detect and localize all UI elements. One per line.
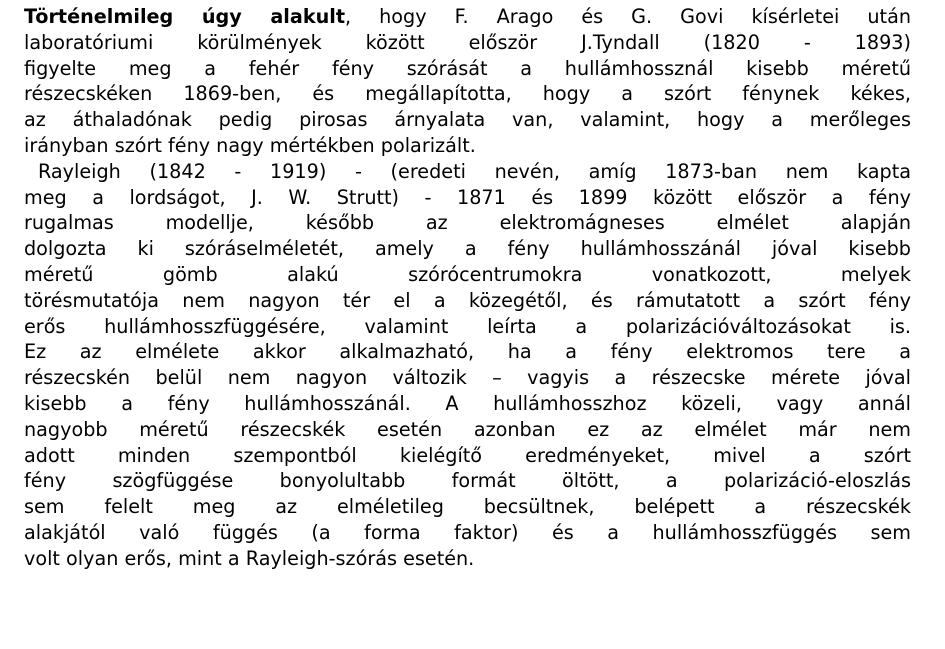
paragraph-1-line-6: irányban szórt fény nagy mértékben polarizált. xyxy=(24,133,476,157)
paragraph-1-line-4: részecskéken 1869-ben, és megállapította, hogy a szórt fénynek kékes, xyxy=(24,82,911,106)
paragraph-2-line-5: méretű gömb alakú szórócentrumokra vonatkozott, melyek xyxy=(24,262,911,286)
paragraph-1 xyxy=(24,4,911,159)
lead-phrase: Történelmileg úgy alakult xyxy=(24,5,345,28)
paragraph-2-line-1: Rayleigh (1842 - 1919) - (eredeti nevén, amíg 1873-ban nem kapta xyxy=(38,159,911,183)
paragraph-2-line-6: törésmutatója nem nagyon tér el a közegétől, és rámutatott a szórt fény xyxy=(24,288,911,312)
paragraph-2-line-8: Ez az elmélete akkor alkalmazható, ha a fény elektromos tere a xyxy=(24,340,911,364)
paragraph-2-line-11: nagyobb méretű részecskék esetén azonban ez az elmélet már nem xyxy=(24,417,911,441)
line-text: , hogy F. Arago és G. Govi kísérletei után xyxy=(345,5,911,28)
paragraph-2-line-14: sem felelt meg az elméletileg becsültnek, belépett a részecskék xyxy=(24,495,911,519)
paragraph-1-line-3: figyelte meg a fehér fény szórását a hullámhossznál kisebb méretű xyxy=(24,56,911,80)
paragraph-2-line-15: alakjától való függés (a forma faktor) és a hullámhosszfüggés sem xyxy=(24,520,911,544)
paragraph-2-line-2: meg a lordságot, J. W. Strutt) - 1871 és 1899 között először a fény xyxy=(24,185,911,209)
paragraph-2-line-7: erős hullámhosszfüggésére, valamint leírta a polarizációváltozásokat is. xyxy=(24,314,911,338)
paragraph-2-line-12: adott minden szempontból kielégítő eredményeket, mivel a szórt xyxy=(24,443,911,467)
paragraph-2-line-4: dolgozta ki szóráselméletét, amely a fény hullámhosszánál jóval kisebb xyxy=(24,237,911,261)
paragraph-2 xyxy=(24,159,911,572)
paragraph-1-line-1 xyxy=(24,4,911,30)
paragraph-2-line-10: kisebb a fény hullámhosszánál. A hullámhosszhoz közeli, vagy annál xyxy=(24,391,911,415)
paragraph-2-line-16: volt olyan erős, mint a Rayleigh-szórás esetén. xyxy=(24,546,475,570)
paragraph-1-line-5: az áthaladónak pedig pirosas árnyalata van, valamint, hogy a merőleges xyxy=(24,108,911,132)
paragraph-2-line-13: fény szögfüggése bonyolultabb formát öltött, a polarizáció-eloszlás xyxy=(24,469,911,493)
document-body xyxy=(24,4,911,572)
paragraph-2-line-9: részecskén belül nem nagyon változik – vagyis a részecske mérete jóval xyxy=(24,366,911,390)
paragraph-2-line-3: rugalmas modellje, később az elektromágneses elmélet alapján xyxy=(24,211,911,235)
paragraph-1-line-2: laboratóriumi körülmények között először J.Tyndall (1820 - 1893) xyxy=(24,30,911,54)
